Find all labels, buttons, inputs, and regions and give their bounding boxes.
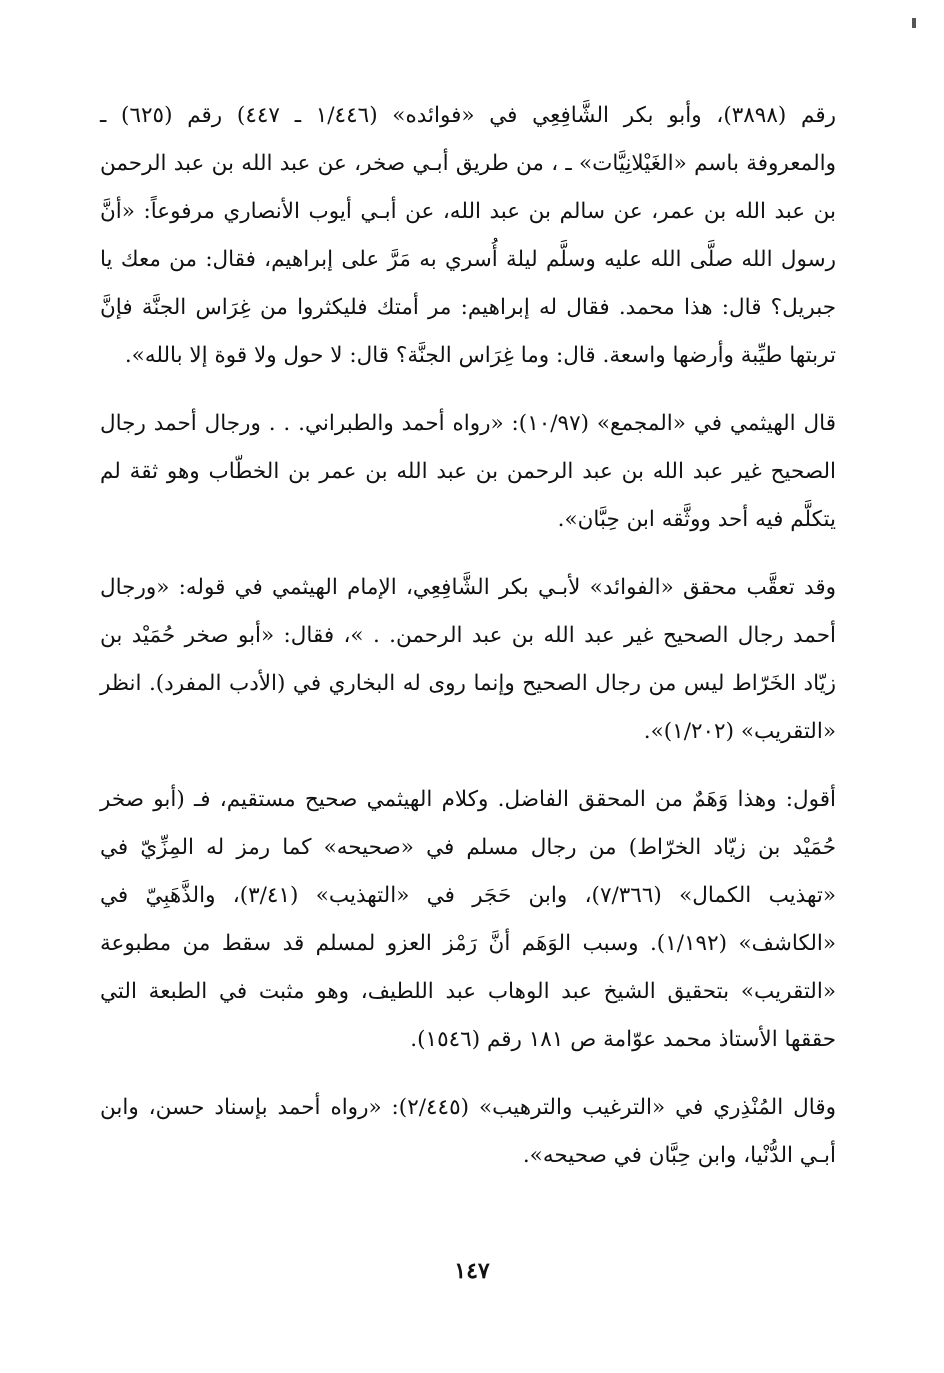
paragraph-5: وقال المُنْذِري في «الترغيب والترهيب» (٢/٤٤٥): «رواه أحمد بإسناد حسن، وابن أبـي الدُّنْيا، وابن حِبَّان في صحيحه».	[100, 1095, 836, 1168]
paragraph-1: رقم (٣٨٩٨)، وأبو بكر الشَّافِعِي في «فوائده» (١/٤٤٦ ـ ٤٤٧) رقم (٦٢٥) ـ والمعروفة باسم «الغَيْلانِيَّات» ـ ، من طريق أبـي صخر، عن عبد الله بن عبد الرحمن بن عبد الله بن عمر، عن سالم بن عبد الله، عن أبـي أيوب الأنصاري مرفوعاً: «أنَّ رسول الله صلَّى الله عليه وسلَّم ليلة أُسري به مَرَّ على إبراهيم، فقال: من معك يا جبريل؟ قال: هذا محمد. فقال له إبراهيم: مر أمتك فليكثروا من غِرَاس الجنَّة فإنَّ تربتها طيِّبة وأرضها واسعة. قال: وما غِرَاس الجنَّة؟ قال: لا حول ولا قوة إلا بالله».	[100, 103, 836, 368]
paragraph-3: وقد تعقَّب محقق «الفوائد» لأبـي بكر الشَّافِعِي، الإمام الهيثمي في قوله: «ورجال أحمد رجال الصحيح غير عبد الله بن عبد الرحمن. . »، فقال: «أبو صخر حُمَيْد بن زيّاد الخَرّاط ليس من رجال الصحيح وإنما روى له البخاري في (الأدب المفرد). انظر «التقريب» (١/٢٠٢)».	[100, 575, 836, 744]
paragraph-4: أقول: وهذا وَهَمٌ من المحقق الفاضل. وكلام الهيثمي صحيح مستقيم، فـ (أبو صخر حُمَيْد بن زيّاد الخرّاط) من رجال مسلم في «صحيحه» كما رمز له المِزِّيّ في «تهذيب الكمال» (٧/٣٦٦)، وابن حَجَر في «التهذيب» (٣/٤١)، والذَّهَبِيّ في «الكاشف» (١/١٩٢). وسبب الوَهَم أنَّ رَمْز العزو لمسلم قد سقط من مطبوعة «التقريب» بتحقيق الشيخ عبد الوهاب عبد اللطيف، وهو مثبت في الطبعة التي حققها الأستاذ محمد عوّامة ص ١٨١ رقم (١٥٤٦).	[100, 787, 837, 1052]
page-number: ١٤٧	[454, 1258, 490, 1284]
paragraph-2: قال الهيثمي في «المجمع» (١٠/٩٧): «رواه أحمد والطبراني. . . ورجال أحمد رجال الصحيح غير عبد الله بن عبد الرحمن بن عبد الله بن عمر بن الخطّاب وهو ثقة لم يتكلَّم فيه أحد ووثَّقه ابن حِبَّان».	[100, 411, 836, 532]
page-body	[100, 92, 836, 1180]
scan-edge-mark	[912, 18, 916, 28]
